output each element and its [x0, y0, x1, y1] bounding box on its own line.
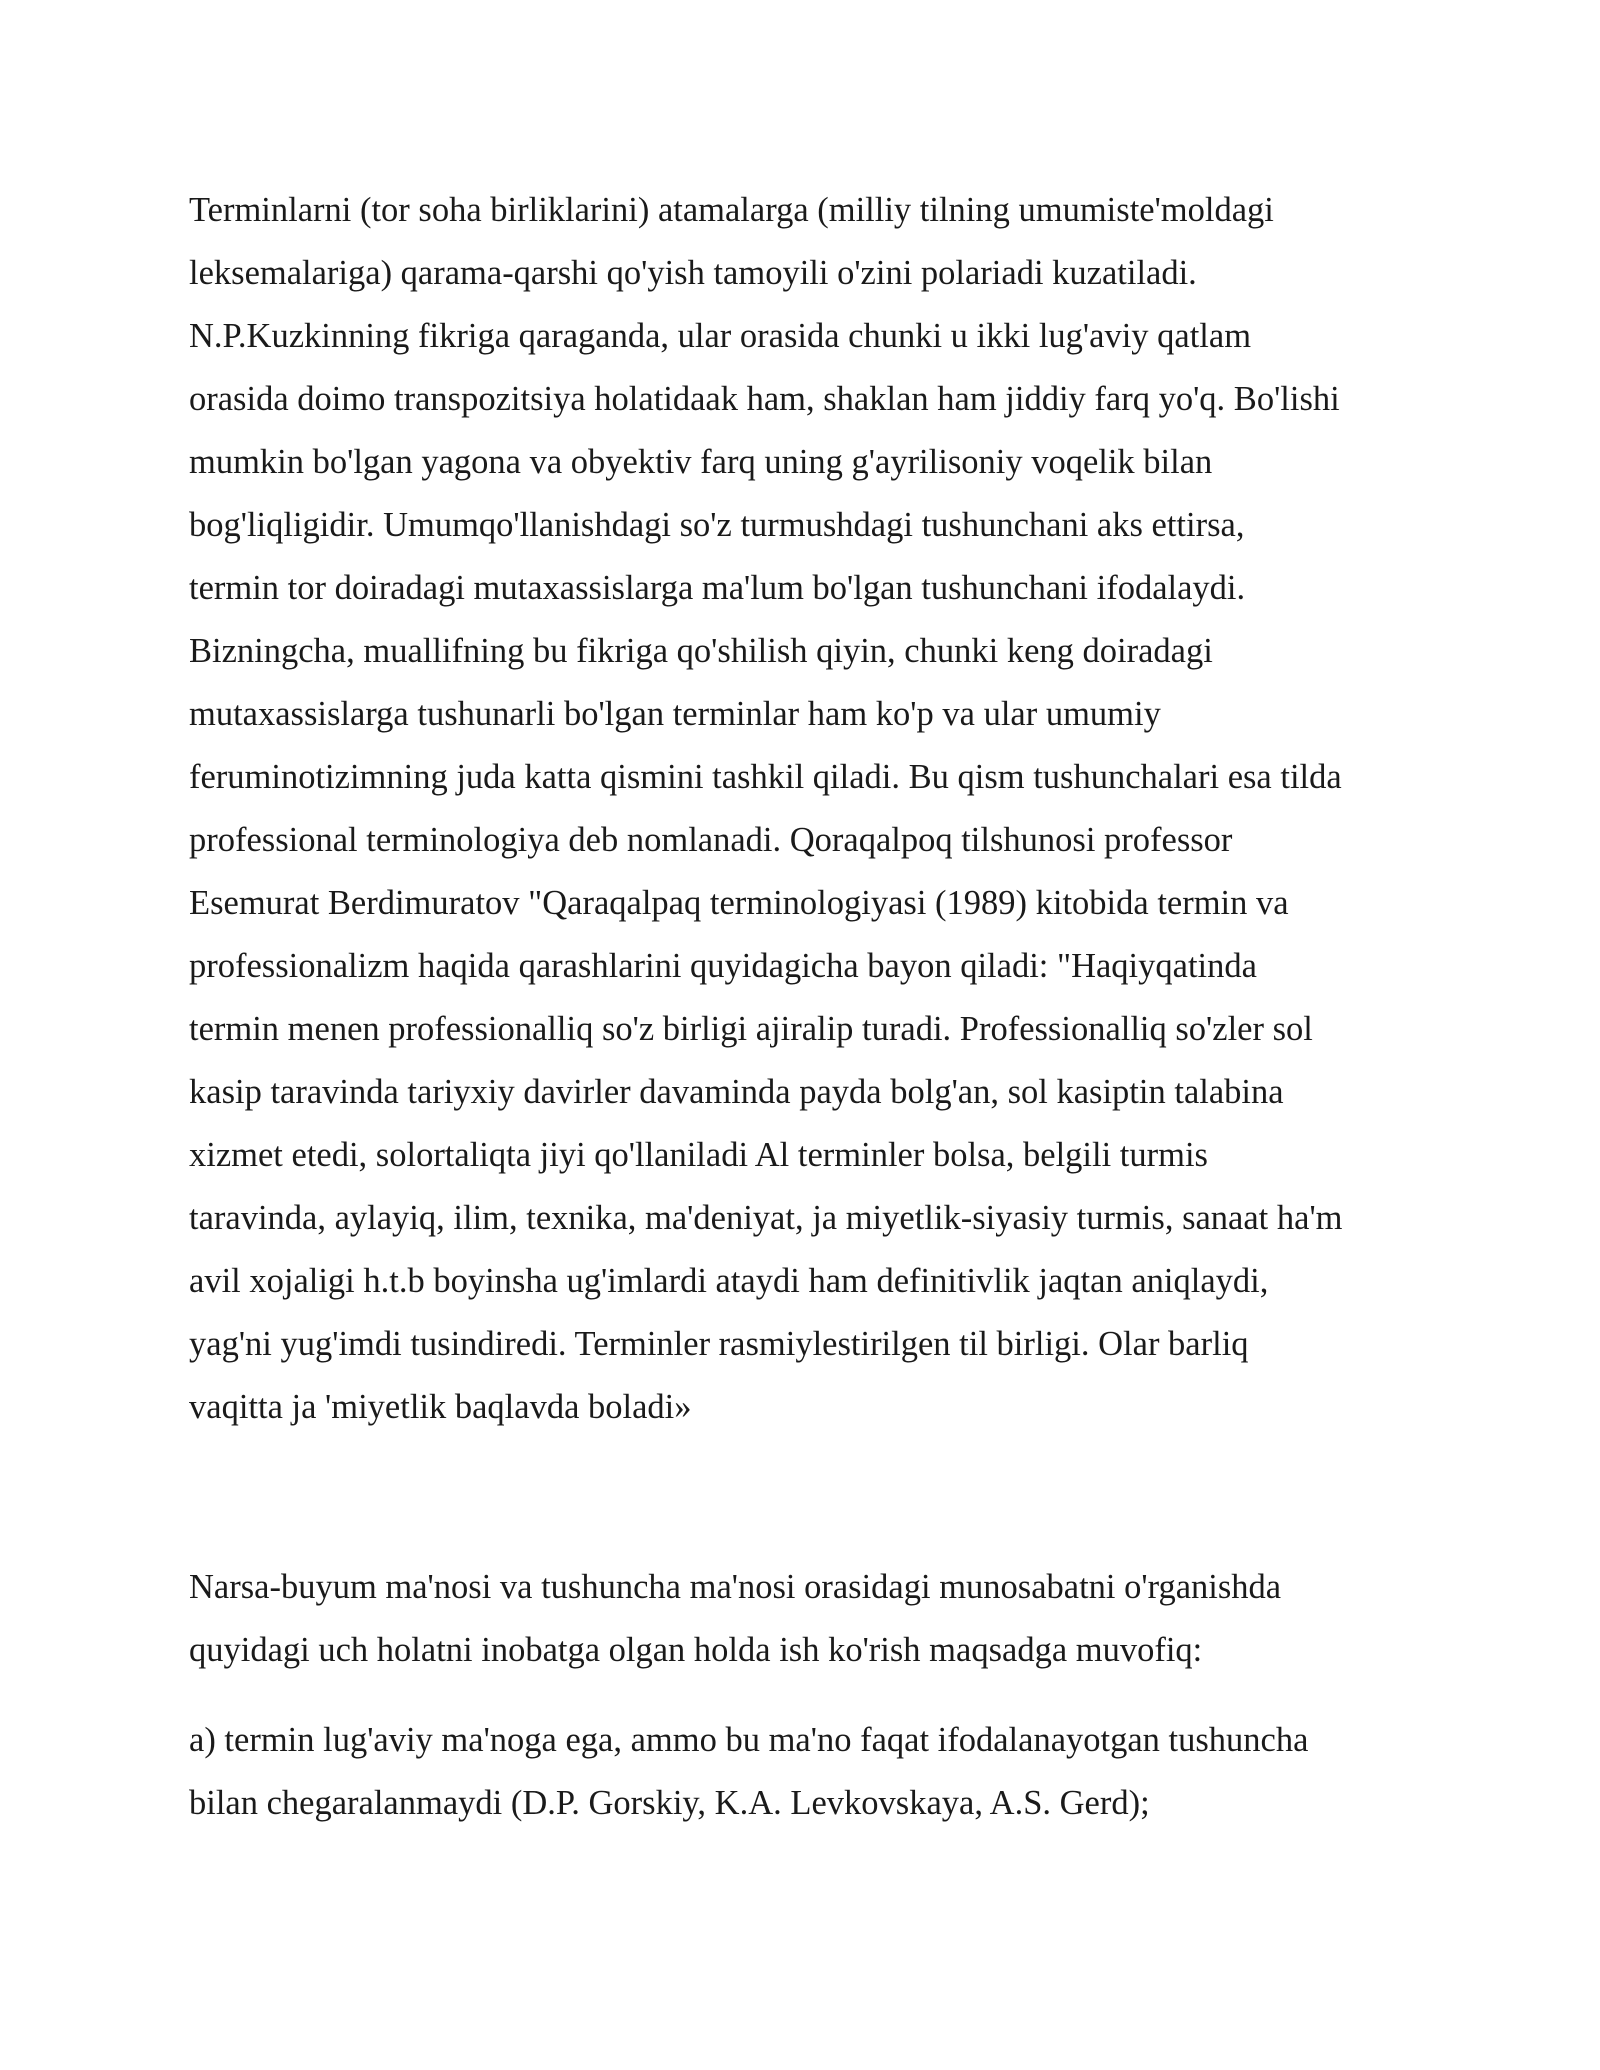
text-line: xizmet etedi, solortaliqta jiyi qo'llaniladi Al terminler bolsa, belgili turmis [189, 1136, 1208, 1174]
text-line: feruminotizimning juda katta qismini tashkil qiladi. Bu qism tushunchalari esa tilda [189, 758, 1342, 796]
text-line: professional terminologiya deb nomlanadi. Qoraqalpoq tilshunosi professor [189, 821, 1233, 859]
text-line: vaqitta ja 'miyetlik baqlavda boladi» [189, 1388, 692, 1426]
text-line: leksemalariga) qarama-qarshi qo'yish tamoyili o'zini polariadi kuzatiladi. [189, 254, 1197, 292]
text-line: mumkin bo'lgan yagona va obyektiv farq uning g'ayrilisoniy voqelik bilan [189, 443, 1213, 481]
text-line: termin menen professionalliq so'z birligi ajiralip turadi. Professionalliq so'zler sol [189, 1010, 1313, 1048]
text-line: Narsa-buyum ma'nosi va tushuncha ma'nosi orasidagi munosabatni o'rganishda [189, 1568, 1282, 1606]
text-line: quyidagi uch holatni inobatga olgan holda ish ko'rish maqsadga muvofiq: [189, 1631, 1203, 1669]
text-line: Terminlarni (tor soha birliklarini) atamalarga (milliy tilning umumiste'moldagi [189, 191, 1274, 229]
text-line: a) termin lug'aviy ma'noga ega, ammo bu ma'no faqat ifodalanayotgan tushuncha [189, 1721, 1309, 1759]
text-line: Esemurat Berdimuratov "Qaraqalpaq terminologiyasi (1989) kitobida termin va [189, 884, 1289, 922]
text-line: avil xojaligi h.t.b boyinsha ug'imlardi ataydi ham definitivlik jaqtan aniqlaydi, [189, 1262, 1269, 1300]
text-line: bilan chegaralanmaydi (D.P. Gorskiy, K.A. Levkovskaya, A.S. Gerd); [189, 1784, 1150, 1822]
text-line: yag'ni yug'imdi tusindiredi. Terminler rasmiylestirilgen til birligi. Olar barliq [189, 1325, 1249, 1363]
text-line: orasida doimo transpozitsiya holatidaak ham, shaklan ham jiddiy farq yo'q. Bo'lishi [189, 380, 1340, 418]
text-line: bog'liqligidir. Umumqo'llanishdagi so'z turmushdagi tushunchani aks ettirsa, [189, 506, 1245, 544]
text-line: N.P.Kuzkinning fikriga qaraganda, ular orasida chunki u ikki lug'aviy qatlam [189, 317, 1252, 355]
text-line: taravinda, aylayiq, ilim, texnika, ma'deniyat, ja miyetlik-siyasiy turmis, sanaat ha'm [189, 1199, 1343, 1237]
text-line: kasip taravinda tariyxiy davirler davaminda payda bolg'an, sol kasiptin talabina [189, 1073, 1284, 1111]
text-line: Bizningcha, muallifning bu fikriga qo'shilish qiyin, chunki keng doiradagi [189, 632, 1213, 670]
text-line: termin tor doiradagi mutaxassislarga ma'lum bo'lgan tushunchani ifodalaydi. [189, 569, 1246, 607]
text-line: mutaxassislarga tushunarli bo'lgan terminlar ham ko'p va ular umumiy [189, 695, 1161, 733]
text-line: professionalizm haqida qarashlarini quyidagicha bayon qiladi: "Haqiyqatinda [189, 947, 1257, 985]
